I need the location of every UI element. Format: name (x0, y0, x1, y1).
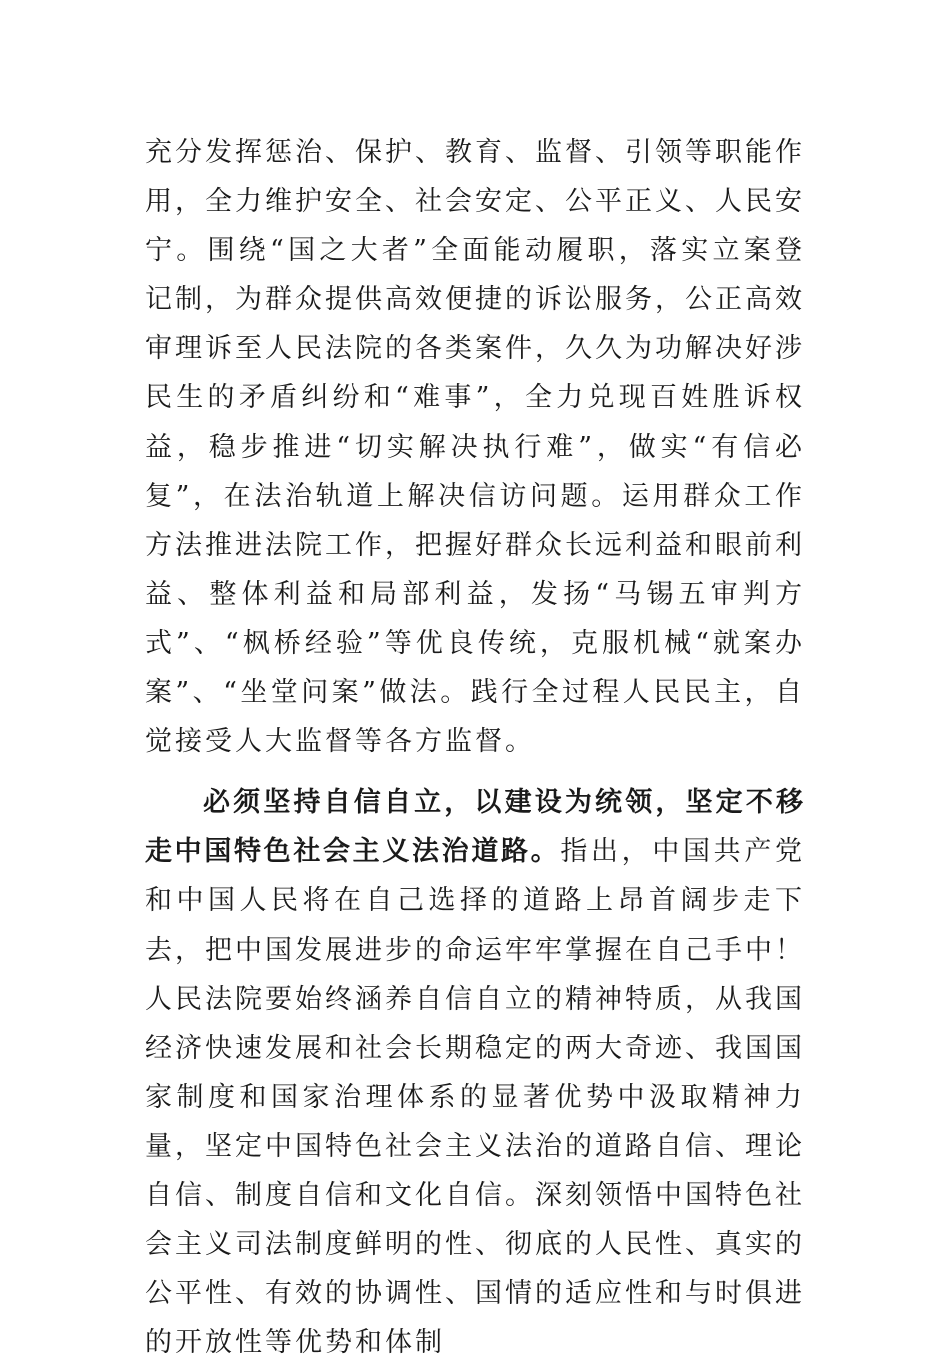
paragraph-2-body: 指出，中国共产党和中国人民将在自己选择的道路上昂首阔步走下去，把中国发展进步的命运牢牢掌握在自己手中！人民法院要始终涵养自信自立的精神特质，从我国经济快速发展和社会长期稳定的两大奇迹、我国国家制度和国家治理体系的显著优势中汲取精神力量，坚定中国特色社会主义法治的道路自信、理论自信、制度自信和文化自信。深刻领悟中国特色社会主义司法制度鲜明的性、彻底的人民性、真实的公平性、有效的协调性、国情的适应性和与时俱进的开放性等优势和体制 (145, 836, 806, 1359)
paragraph-2-lead: 必须坚持自信自立，以建设为统领，坚定不移走中国特色社会主义法治道路。 (145, 787, 805, 868)
paragraph-1: 充分发挥惩治、保护、教育、监督、引领等职能作用，全力维护安全、社会安定、公平正义、人民安宁。围绕“国之大者”全面能动履职，落实立案登记制，为群众提供高效便捷的诉讼服务，公正高效审理诉至人民法院的各类案件，久久为功解决好涉民生的矛盾纠纷和“难事”，全力兑现百姓胜诉权益，稳步推进“切实解决执行难”，做实“有信必复”，在法治轨道上解决信访问题。运用群众工作方法推进法院工作，把握好群众长远利益和眼前利益、整体利益和局部利益，发扬“马锡五审判方式”、“枫桥经验”等优良传统，克服机械“就案办案”、“坐堂问案”做法。践行全过程人民民主，自觉接受人大监督等各方监督。 (145, 137, 805, 758)
paragraph-2 (145, 778, 805, 1367)
document-body (145, 128, 805, 1367)
